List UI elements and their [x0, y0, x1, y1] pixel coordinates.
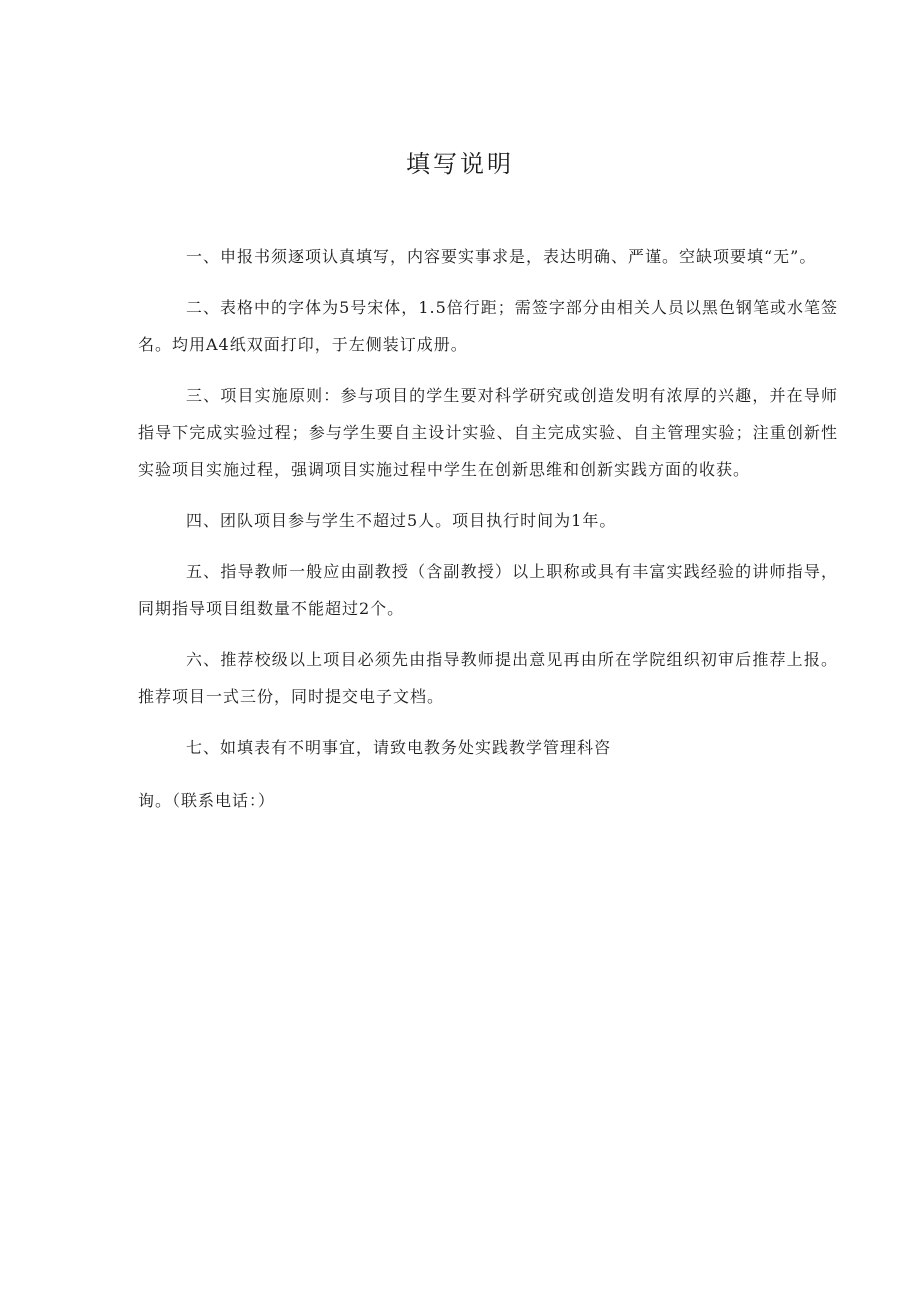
instruction-paragraph-5: 五、指导教师一般应由副教授（含副教授）以上职称或具有丰富实践经验的讲师指导，同期指导项目组数量不能超过2个。: [138, 562, 838, 618]
instruction-paragraph-2: 二、表格中的字体为5号宋体，1.5倍行距；需签字部分由相关人员以黑色钢笔或水笔签名。均用A4纸双面打印，于左侧装订成册。: [138, 298, 838, 354]
instruction-paragraph-7: 七、如填表有不明事宜，请致电教务处实践教学管理科咨: [186, 738, 612, 757]
instruction-paragraph-7-continued: 询。（联系电话：）: [138, 791, 276, 810]
page-title: 填写说明: [406, 150, 514, 178]
instruction-paragraph-6: 六、推荐校级以上项目必须先由指导教师提出意见再由所在学院组织初审后推荐上报。推荐项目一式三份，同时提交电子文档。: [138, 650, 838, 706]
instruction-paragraph-3: 三、项目实施原则：参与项目的学生要对科学研究或创造发明有浓厚的兴趣，并在导师指导下完成实验过程；参与学生要自主设计实验、自主完成实验、自主管理实验；注重创新性实验项目实施过程，强调项目实施过程中学生在创新思维和创新实践方面的收获。: [138, 386, 838, 479]
instruction-paragraph-4: 四、团队项目参与学生不超过5人。项目执行时间为1年。: [186, 511, 617, 530]
instructions-body: [138, 238, 838, 833]
instruction-paragraph-1: 一、申报书须逐项认真填写，内容要实事求是，表达明确、严谨。空缺项要填“无”。: [186, 247, 817, 266]
